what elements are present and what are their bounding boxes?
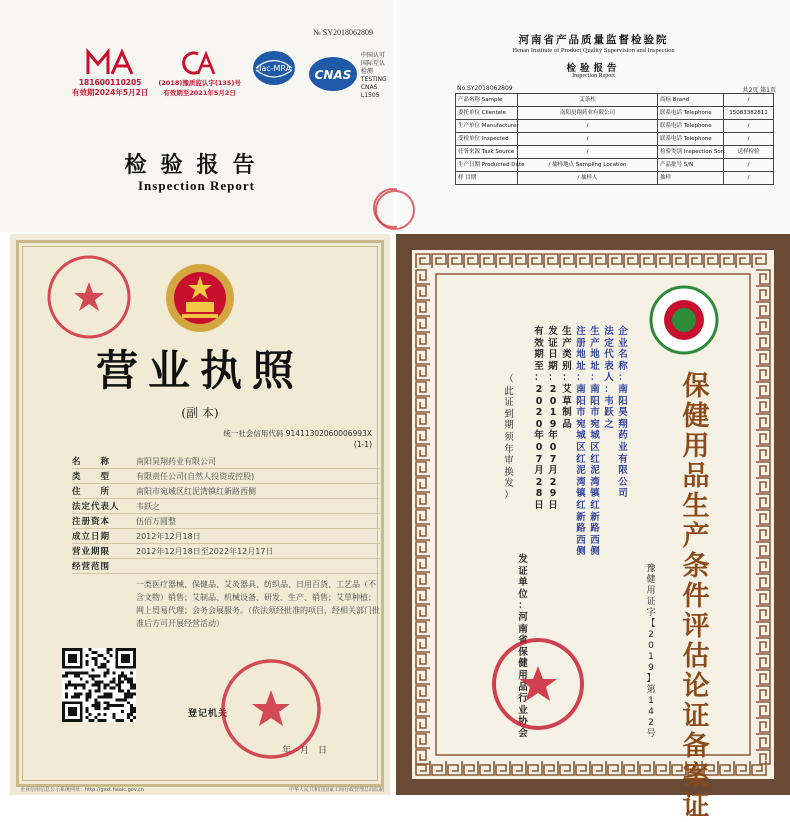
table-cell: 送样检验 bbox=[724, 146, 774, 159]
inspection-report-cover bbox=[0, 0, 393, 232]
certificate-detail-column: 生 产 类 别 ： 艾 草 制 品 bbox=[562, 326, 572, 430]
table-cell: 委托单位 Clientele bbox=[456, 107, 518, 120]
license-title: 营业执照 bbox=[95, 346, 304, 395]
license-field bbox=[72, 484, 380, 499]
license-field bbox=[72, 499, 380, 514]
registration-authority: 登记机关 bbox=[188, 709, 229, 719]
report-heading-en: Inspection Report bbox=[572, 73, 615, 79]
certificate-detail-column: 法 定 代 表 人 ： 韦 跃 之 bbox=[604, 326, 614, 430]
credit-code-block bbox=[223, 428, 372, 450]
issue-date: 年 月 日 bbox=[282, 746, 328, 756]
association-badge-icon bbox=[648, 284, 720, 356]
issuing-authority: 发 证 单 位 ： 河 南 省 保 健 用 品 行 业 协 会 bbox=[518, 554, 528, 739]
table-cell: 联系电话 Telephone bbox=[658, 120, 724, 133]
table-cell: 艾条柱 bbox=[518, 94, 658, 107]
report-info-table bbox=[455, 93, 774, 185]
cma-logo bbox=[72, 48, 148, 98]
license-field-value: 韦跃之 bbox=[136, 501, 160, 511]
table-cell: 任务来源 Task Source bbox=[456, 146, 518, 159]
business-scope: 一类医疗器械、保健品、艾灸器具、纺织品、日用百货、工艺品（不含文物）销售；艾制品、机械设备、研发、生产、销售；艾草种植；网上贸易代理；会务会展服务。（依法须经批准的项目，经相关部门批准后方可开展经营活动） bbox=[136, 580, 380, 628]
cma-number: 181600110205 bbox=[78, 78, 142, 87]
table-cell: / bbox=[724, 120, 774, 133]
license-field bbox=[72, 454, 380, 469]
license-field-key: 注册资本 bbox=[72, 517, 111, 527]
ilac-mra-logo bbox=[251, 48, 297, 88]
table-cell: 15083382811 bbox=[724, 107, 774, 120]
red-seal-icon bbox=[375, 190, 415, 230]
table-cell: / bbox=[518, 146, 658, 159]
ilac-mra-icon bbox=[251, 48, 297, 88]
table-cell: 联系电话 Telephone bbox=[658, 107, 724, 120]
table-cell: / 抽样人 bbox=[518, 172, 658, 185]
credit-code-label: 统一社会信用代码 bbox=[223, 429, 284, 438]
license-field-key: 类 型 bbox=[72, 472, 111, 482]
license-fields bbox=[72, 454, 380, 574]
footer-website: 企业信用信息公示系统网址：http://gsxt.haaic.gov.cn bbox=[20, 787, 144, 793]
renewal-note: （ 此 证 到 期 须 年 审 换 发 ） bbox=[504, 374, 514, 501]
cnas-text: CNAS bbox=[314, 68, 352, 82]
cnas-note-line: 中国认可 bbox=[360, 52, 385, 59]
footer-issuer: 中华人民共和国国家工商行政管理总局监制 bbox=[288, 787, 384, 793]
table-row bbox=[456, 172, 774, 185]
cal-validity: 有效期至2021年5月2日 bbox=[163, 89, 236, 97]
table-row bbox=[456, 107, 774, 120]
license-field bbox=[72, 514, 380, 529]
table-cell: / bbox=[724, 159, 774, 172]
certificate-detail-column: 注 册 地 址 ： 南 阳 市 宛 城 区 红 泥 湾 镇 红 新 路 西 侧 bbox=[576, 326, 586, 558]
license-field bbox=[72, 544, 380, 559]
cnas-note-line: 检测 bbox=[360, 68, 373, 75]
cal-number: (2018)豫质监认字(135)号 bbox=[158, 79, 241, 87]
license-footer bbox=[20, 786, 384, 793]
certificate-detail-column: 有 效 期 至 ： 2 0 2 0 年 0 7 月 2 8 日 bbox=[534, 326, 544, 511]
license-field-key: 住 所 bbox=[72, 487, 111, 497]
certificate-detail-column: 生 产 地 址 ： 南 阳 市 宛 城 区 红 泥 湾 镇 红 新 路 西 侧 bbox=[590, 326, 600, 558]
table-cell: 生产单位 Manufacturer bbox=[456, 120, 518, 133]
license-field-key: 名 称 bbox=[72, 457, 111, 467]
cal-logo bbox=[158, 48, 241, 98]
institute-name-cn: 河南省产品质量监督检验院 bbox=[518, 34, 669, 46]
copy-number: (1-1) bbox=[353, 440, 372, 449]
table-cell: / bbox=[518, 120, 658, 133]
table-row bbox=[456, 94, 774, 107]
license-field-key: 法定代表人 bbox=[72, 502, 120, 512]
cal-logo-icon bbox=[178, 48, 222, 78]
ilac-mra-text: ilac-MRA bbox=[256, 64, 291, 73]
cma-validity: 有效期2024年5月2日 bbox=[72, 88, 149, 97]
official-seal-icon bbox=[44, 252, 134, 342]
registration-seal-icon bbox=[216, 654, 326, 764]
license-field-value: 有限责任公司(自然人投资或控股) bbox=[136, 471, 255, 481]
certificate-number: 豫 健 用 证 字 【 2 0 1 9 】 第 1 4 2 号 bbox=[646, 564, 656, 739]
cnas-note-line: TESTING bbox=[360, 76, 387, 83]
national-emblem-icon bbox=[162, 260, 238, 336]
cnas-note bbox=[361, 52, 393, 100]
certification-logos bbox=[72, 48, 393, 100]
report-number: No.SY2018062809 bbox=[457, 85, 513, 92]
table-cell: 南阳昊翔药业有限公司 bbox=[518, 107, 658, 120]
report-heading-cn: 检验报告 bbox=[566, 63, 621, 74]
table-row bbox=[456, 120, 774, 133]
table-cell: / bbox=[724, 172, 774, 185]
license-field-value: 南阳昊翔药业有限公司 bbox=[136, 456, 216, 466]
table-cell: 检验类别 Inspection Sort bbox=[658, 146, 724, 159]
health-products-certificate bbox=[396, 234, 790, 822]
certificate-detail-column: 发 证 日 期 ： 2 0 1 9 年 0 7 月 2 9 日 bbox=[548, 326, 558, 511]
report-title-en: Inspection Report bbox=[137, 178, 256, 193]
page-indicator: 共2页 第1页 bbox=[742, 87, 776, 94]
qr-code-icon bbox=[62, 648, 136, 722]
business-license bbox=[10, 234, 390, 795]
report-serial: № SY2018062809 bbox=[313, 28, 373, 37]
license-field-value: 伍佰万圆整 bbox=[136, 516, 176, 526]
report-title-cn: 检验报告 bbox=[124, 152, 269, 178]
inspection-report-page bbox=[397, 0, 790, 232]
license-field-value: 2012年12月18日 bbox=[136, 531, 201, 541]
association-seal-icon bbox=[488, 634, 588, 734]
certificate-detail-column: 企 业 名 称 ： 南 阳 昊 翔 药 业 有 限 公 司 bbox=[618, 326, 628, 500]
table-cell: 受检单位 Inspected bbox=[456, 133, 518, 146]
license-field bbox=[72, 469, 380, 484]
table-cell: 生产日期 Producted Date bbox=[456, 159, 518, 172]
table-row bbox=[456, 146, 774, 159]
license-field-value: 南阳市宛城区红泥湾镇红新路西侧 bbox=[136, 486, 256, 496]
table-cell: / bbox=[724, 133, 774, 146]
credit-code-value: 91411302060006993X bbox=[285, 429, 372, 438]
table-row bbox=[456, 159, 774, 172]
cma-logo-icon bbox=[82, 48, 138, 78]
license-field-key: 营业期限 bbox=[72, 547, 111, 557]
certificate-title: 保 健 用 品 生 产 条 件 评 估 论 证 备 案 证 bbox=[682, 371, 710, 822]
institute-name-en: Henan Institute of Product Quality Supervision and Inspection bbox=[512, 47, 675, 54]
license-field-key: 经营范围 bbox=[72, 562, 111, 572]
table-cell: 联系电话 Telephone bbox=[658, 133, 724, 146]
table-row bbox=[456, 133, 774, 146]
license-subtitle: (副 本) bbox=[181, 406, 219, 420]
license-field bbox=[72, 529, 380, 544]
cnas-logo bbox=[307, 48, 393, 100]
table-cell: 产品批号 S/N bbox=[658, 159, 724, 172]
license-field-key: 成立日期 bbox=[72, 532, 111, 542]
table-cell: / 抽样地点 Sampling Location bbox=[518, 159, 658, 172]
cnas-note-line: 国际互认 bbox=[360, 60, 385, 67]
license-field-value: 2012年12月18日至2022年12月17日 bbox=[136, 546, 274, 556]
table-cell: 商标 Brand bbox=[658, 94, 724, 107]
cnas-note-line: CNAS L1505 bbox=[360, 84, 380, 99]
table-cell: 样 目期 bbox=[456, 172, 518, 185]
cnas-icon bbox=[307, 54, 359, 94]
table-cell: 产品名称 Sample bbox=[456, 94, 518, 107]
license-field bbox=[72, 559, 380, 574]
table-cell: 抽样 bbox=[658, 172, 724, 185]
table-cell: / bbox=[518, 133, 658, 146]
table-cell: / bbox=[724, 94, 774, 107]
